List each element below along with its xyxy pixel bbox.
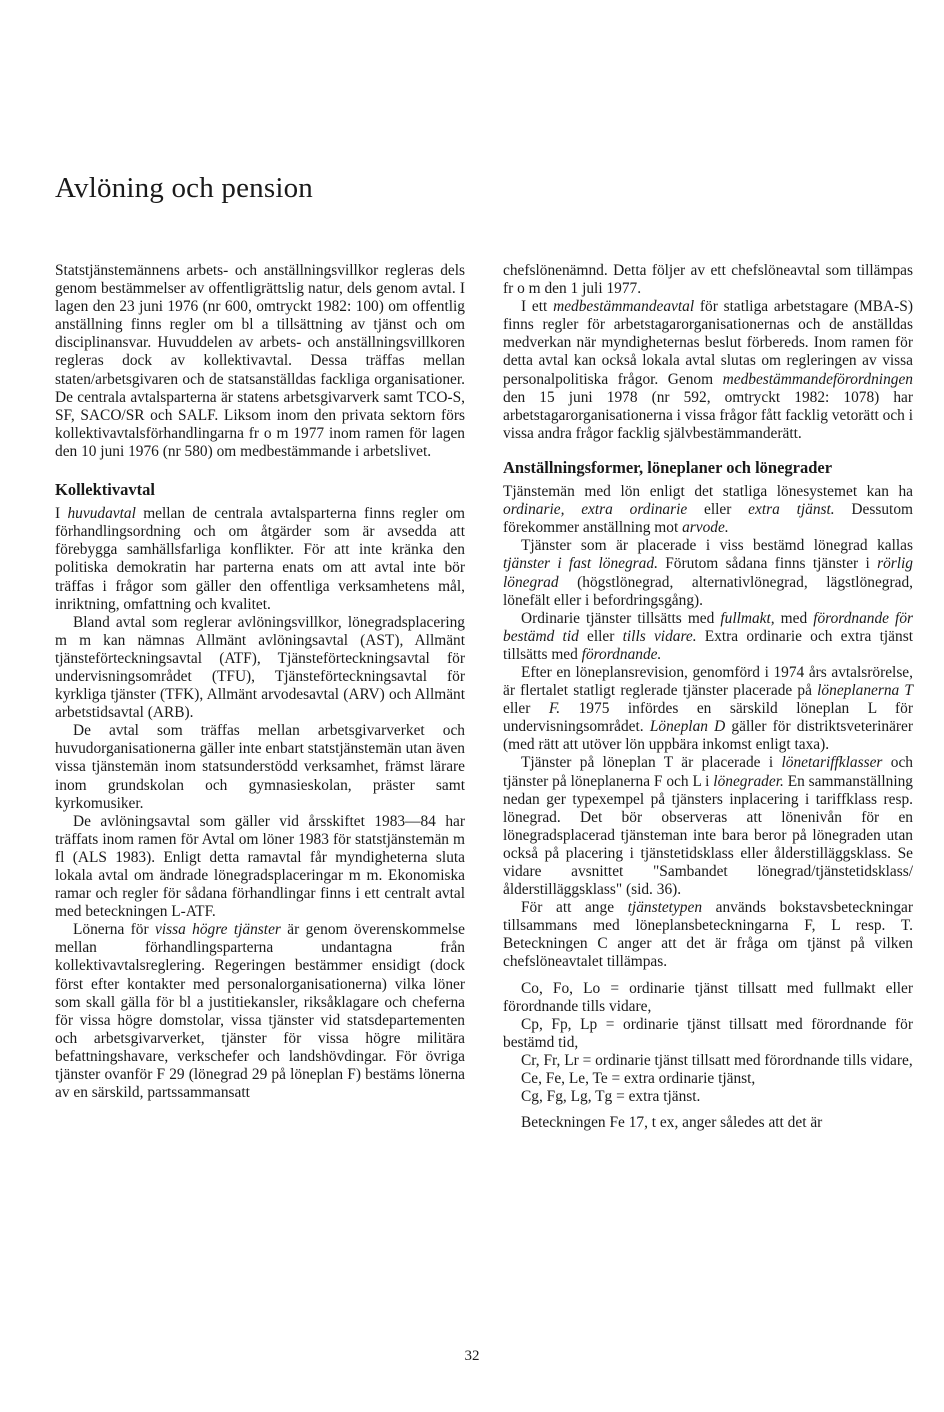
page-number: 32 <box>464 1348 480 1364</box>
tjanstetyp-paragraph: För att ange tjänstetypen används bokstavsbeteckningar tillsammans med löneplansbeteckningarna F, L resp. T. Beteckningen C anger att det är fråga om tjänst på vilken chefslöneavtalet tillämpas. <box>503 899 914 971</box>
beteckning-paragraph: Beteckningen Fe 17, t ex, anger således att det är <box>521 1114 823 1132</box>
avtal-list-paragraph: Bland avtal som reglerar avlöningsvillkor, lönegradsplacering m m kan nämnas Allmänt avlöningsavtal (AST), Allmänt tjänsteförteckningsavtal (ATF), Tjänsteförteckningsavtal för undervisningsområdet (TFU), Tjänsteförteckningsavtal för kyrkliga tjänster (TFK), Allmänt arvodesavtal (ARV) och Allmänt arbetstidsavtal (ARB). <box>55 613 465 722</box>
hogre-tjanster-paragraph: Lönerna för vissa högre tjänster är genom överenskommelse mellan förhandlingsparterna undantagna från kollektivavtalsreglering. Regeringen bestämmer ensidigt (dock först efter kontakter med personalorganisationerna) vilka löner som skall gälla för bl a justitiekansler, riksåklagare och cheferna för vissa högre domstolar, vissa tjänster vid statsdepartementen och arbetsgivarverket, tjänster för vissa högre militära befattningshavare, verkschefer och landshövdingar. För övriga tjänster ovanför F 29 (lönegrad 29 på löneplan F) bestäms lönerna av en särskild, partssammansatt <box>55 921 465 1102</box>
intro-paragraph: Statstjänstemännens arbets- och anställningsvillkor regleras dels genom bestämmelser av offentligrättslig natur, dels genom avtal. I lagen den 23 juni 1976 (nr 600, omtryckt 1982: 100) om offentlig anställning finns regler om bl a tillsättning av tjänst och om disciplinansvar. Huvuddelen av arbets- och anställningsvillkoren regleras dock av kollektivavtal. Dessa träffas mellan staten/arbetsgivaren och de statsanställdas fackliga organisationer. De centrala avtalsparterna är statens arbetsgivarverk samt TCO-S, SF, SACO/SR och SALF. Liksom inom den privata sektorn förs kollektivavtalsförhandlingarna fr o m 1977 inom ramen för lagen den 10 juni 1976 (nr 580) om medbestämmande i arbetslivet. <box>55 262 465 460</box>
abbreviation-item: Cp, Fp, Lp = ordinarie tjänst tillsatt med förordnande för bestämd tid, <box>503 1015 913 1051</box>
tillsattning-paragraph: Ordinarie tjänster tillsätts med fullmakt, med förordnande för bestämd tid eller tills vidare. Extra ordinarie och extra tjänst tillsätts med förordnande. <box>503 609 914 663</box>
loneplansrevision-paragraph: Efter en löneplansrevision, genomförd i 1974 års avtalsrörelse, är flertalet statligt reglerade tjänster placerade på löneplanerna T eller F. 1975 infördes en särskild löneplan L för undervisningsområdet. Löneplan D gäller för distriktsveterinärer (med rätt att utöver lön uppbära inkomst enligt taxa). <box>503 663 913 754</box>
abbreviation-item: Cr, Fr, Lr = ordinarie tjänst tillsatt med förordnande tills vidare, <box>521 1051 913 1069</box>
left-column <box>55 262 465 1102</box>
page-title: Avlöning och pension <box>55 172 313 204</box>
tjansteman-paragraph: Tjänstemän med lön enligt det statliga lönesystemet kan ha ordinarie, extra ordinarie eller extra tjänst. Dessutom förekommer anställning mot arvode. <box>503 483 913 537</box>
tariffklass-paragraph: Tjänster på löneplan T är placerade i lönetariffklasser och tjänster på löneplanerna F och L i lönegrader. En sammanställning nedan ger typexempel på tjänsters inplacering i tariffklass resp. lönegrad. Det bör observeras att lönenivån för en lönegradsplacerad tjänsteman inte bara beror på lönegraden utan också på placering i tjänstetidsklass eller ålderstilläggsklass. Se vidare avsnittet "Sambandet lönegrad/tjänstetidsklass/ålderstilläggsklass" (sid. 36). <box>503 754 913 899</box>
huvudavtal-paragraph: I huvudavtal mellan de centrala avtalsparterna finns regler om förhandlingsordning och om åtgärder som är avsedda att förebygga samhällsfarliga konflikter. För att inte kränka den politiska demokratin har parterna enats om att avtal inte bör träffas i frågor som gäller den offentliga verksamhetens mål, inriktning, omfattning och kvalitet. <box>55 505 465 613</box>
section-heading-anstallningsformer: Anställningsformer, löneplaner och lönegrader <box>503 457 833 477</box>
abbreviation-item: Co, Fo, Lo = ordinarie tjänst tillsatt med fullmakt eller förordnande tills vidare, <box>503 979 913 1015</box>
abbreviation-item: Cg, Fg, Lg, Tg = extra tjänst. <box>521 1088 701 1106</box>
abbreviation-item: Ce, Fe, Le, Te = extra ordinarie tjänst, <box>521 1070 756 1088</box>
chefslonenamnd-paragraph: chefslönenämnd. Detta följer av ett chefslöneavtal som tillämpas fr o m den 1 juli 1977. <box>503 262 913 298</box>
right-column <box>503 262 913 1132</box>
section-heading-kollektivavtal: Kollektivavtal <box>55 480 155 500</box>
huvudorganisationer-paragraph: De avtal som träffas mellan arbetsgivarverket och huvudorganisationerna gäller inte enbart statstjänstemän utan även vissa tjänstemän inom statsunderstödd verksamhet, främst lärare inom grundskolan och gymnasieskolan, präster samt kyrkomusiker. <box>55 722 466 812</box>
avloningsavtal-paragraph: De avlöningsavtal som gäller vid årsskiftet 1983—84 har träffats inom ramen för Avtal om löner 1983 för statstjänstemän m fl (ALS 1983). Enligt detta ramavtal får myndigheterna sluta lokala avtal om ändrade lönegradsplaceringar m m. Ekonomiska ramar och regler för sådana förhandlingar finns i ett centralt avtal med beteckningen L-ATF. <box>55 812 465 921</box>
lonegrad-paragraph: Tjänster som är placerade i viss bestämd lönegrad kallas tjänster i fast lönegrad. Förutom sådana finns tjänster i rörlig lönegrad (högstlönegrad, alternativlönegrad, lägstlönegrad, lönefält eller i befordringsgång). <box>503 537 913 609</box>
medbestammande-paragraph: I ett medbestämmandeavtal för statliga arbetstagare (MBA-S) finns regler för arbetstagarorganisationernas och de anställdas medverkan när myndigheternas beslut förbereds. Inom ramen för detta avtal kan också lokala avtal slutas om regleringen av vissa personalpolitiska frågor. Genom medbestämmandeförordningen den 15 juni 1978 (nr 592, omtryckt 1982: 1078) har arbetstagarorganisationerna i vissa frågor fått facklig vetorätt och i vissa andra frågor facklig självbestämmanderätt. <box>503 298 913 442</box>
